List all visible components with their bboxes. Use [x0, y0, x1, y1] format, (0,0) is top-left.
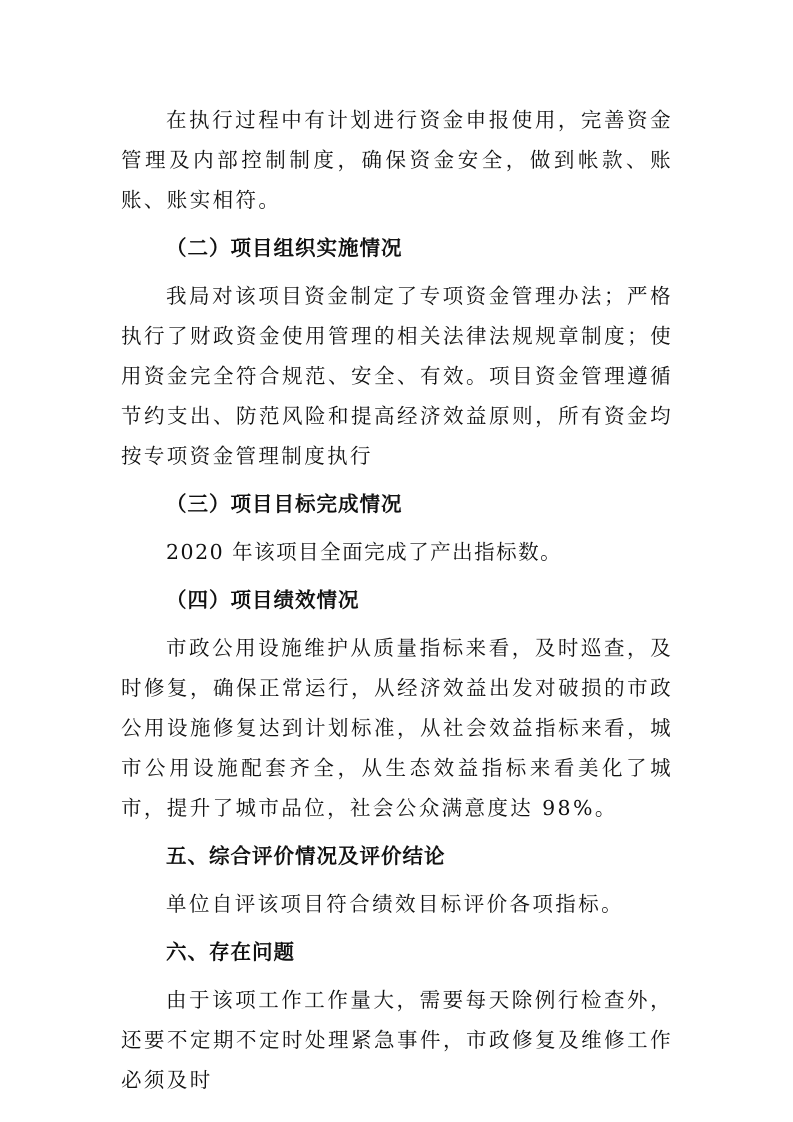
heading-evaluation-conclusion: 五、综合评价情况及评价结论 [166, 844, 446, 868]
paragraph-fund-management: 在执行过程中有计划进行资金申报使用，完善资金管理及内部控制制度，确保资金安全，做到帐款、账账、账实相符。 [121, 108, 673, 212]
document-body [121, 100, 673, 1108]
paragraph-problems: 由于该项工作工作量大，需要每天除例行检查外，还要不定期不定时处理紧急事件，市政修复及维修工作必须及时 [121, 988, 673, 1092]
heading-existing-problems: 六、存在问题 [166, 940, 295, 964]
heading-project-performance: （四）项目绩效情况 [166, 588, 360, 612]
paragraph-evaluation: 单位自评该项目符合绩效目标评价各项指标。 [166, 892, 624, 916]
paragraph-goals: 2020 年该项目全面完成了产出指标数。 [166, 540, 563, 564]
heading-project-goals: （三）项目目标完成情况 [166, 492, 403, 516]
heading-project-implementation: （二）项目组织实施情况 [166, 236, 403, 260]
paragraph-implementation: 我局对该项目资金制定了专项资金管理办法；严格执行了财政资金使用管理的相关法律法规规章制度；使用资金完全符合规范、安全、有效。项目资金管理遵循节约支出、防范风险和提高经济效益原则，所有资金均按专项资金管理制度执行 [121, 284, 673, 468]
paragraph-performance: 市政公用设施维护从质量指标来看，及时巡查，及时修复，确保正常运行，从经济效益出发对破损的市政公用设施修复达到计划标准，从社会效益指标来看，城市公用设施配套齐全，从生态效益指标来看美化了城市，提升了城市品位，社会公众满意度达 98%。 [121, 636, 673, 820]
